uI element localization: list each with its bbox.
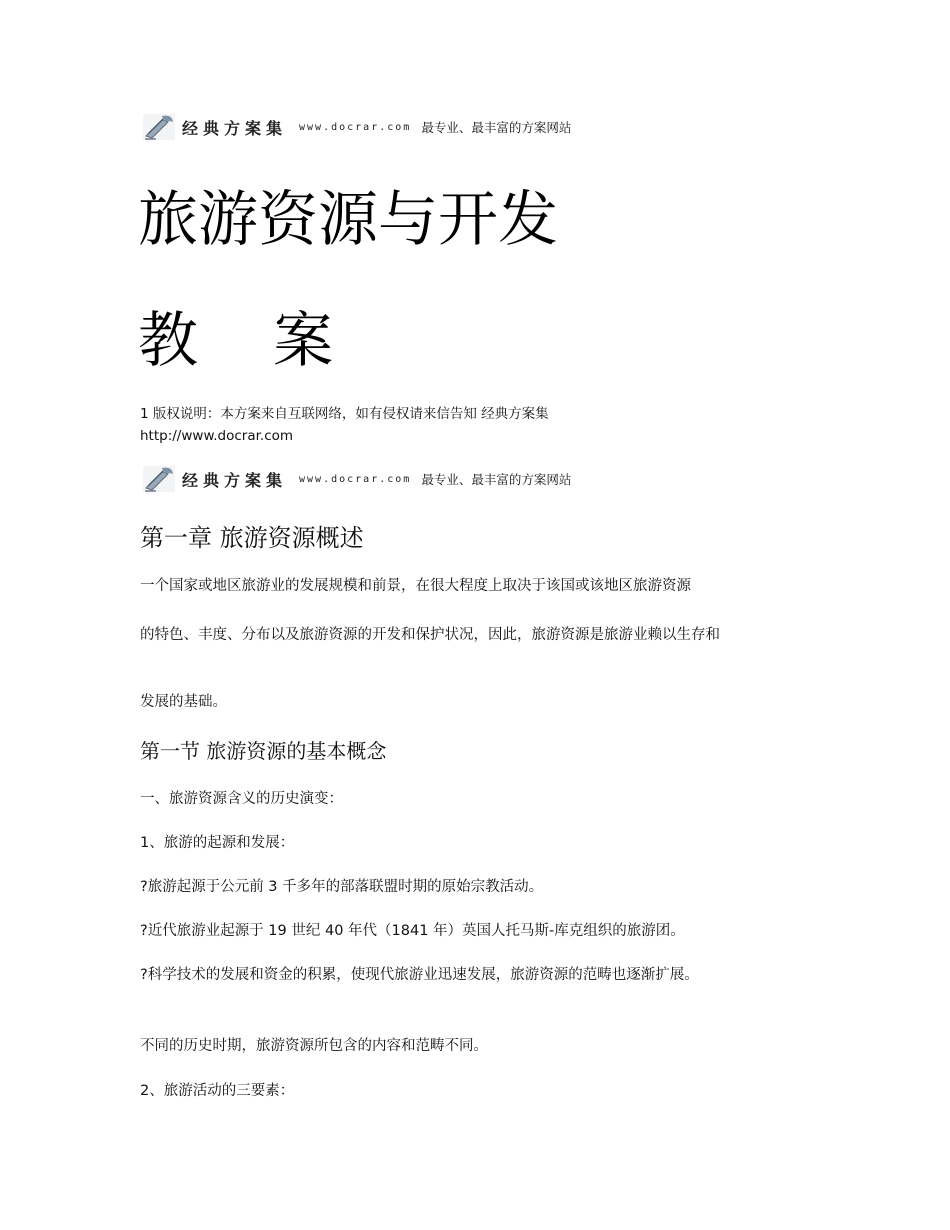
copyright-url: http://www.docrar.com [140,428,294,444]
copyright-notice: 1 版权说明：本方案来自互联网络，如有侵权请来信告知 经典方案集 [140,406,549,422]
site-slogan: 最专业、最丰富的方案网站 [421,472,572,487]
paragraph: 发展的基础。 [140,694,227,710]
paragraph: ?近代旅游业起源于 19 世纪 40 年代（1841 年）英国人托马斯-库克组织的旅游团。 [140,923,685,939]
site-url: www.docrar.com [299,121,412,133]
paragraph: 的特色、丰度、分布以及旅游资源的开发和保护状况，因此，旅游资源是旅游业赖以生存和 [140,627,720,643]
paragraph: 1、旅游的起源和发展： [140,835,295,851]
brand-name: 经典方案集 [182,470,288,490]
section-heading: 第一节 旅游资源的基本概念 [140,739,387,763]
document-title: 旅游资源与开发 [138,185,558,255]
chapter-heading: 第一章 旅游资源概述 [140,524,364,552]
book-quill-icon [142,112,176,142]
paragraph: ?科学技术的发展和资金的积累，使现代旅游业迅速发展，旅游资源的范畴也逐渐扩展。 [140,967,699,983]
paragraph: ?旅游起源于公元前 3 千多年的部落联盟时期的原始宗教活动。 [140,879,544,895]
header-banner [142,112,571,142]
site-slogan: 最专业、最丰富的方案网站 [421,120,572,135]
paragraph: 一个国家或地区旅游业的发展规模和前景，在很大程度上取决于该国或该地区旅游资源 [140,578,691,594]
document-subtitle: 教 案 [138,306,362,376]
paragraph: 一、旅游资源含义的历史演变： [140,791,343,807]
paragraph: 2、旅游活动的三要素： [140,1083,295,1099]
site-url: www.docrar.com [299,473,412,485]
book-quill-icon [142,464,176,494]
header-banner [142,464,571,494]
brand-name: 经典方案集 [182,118,288,138]
paragraph: 不同的历史时期，旅游资源所包含的内容和范畴不同。 [140,1038,488,1054]
